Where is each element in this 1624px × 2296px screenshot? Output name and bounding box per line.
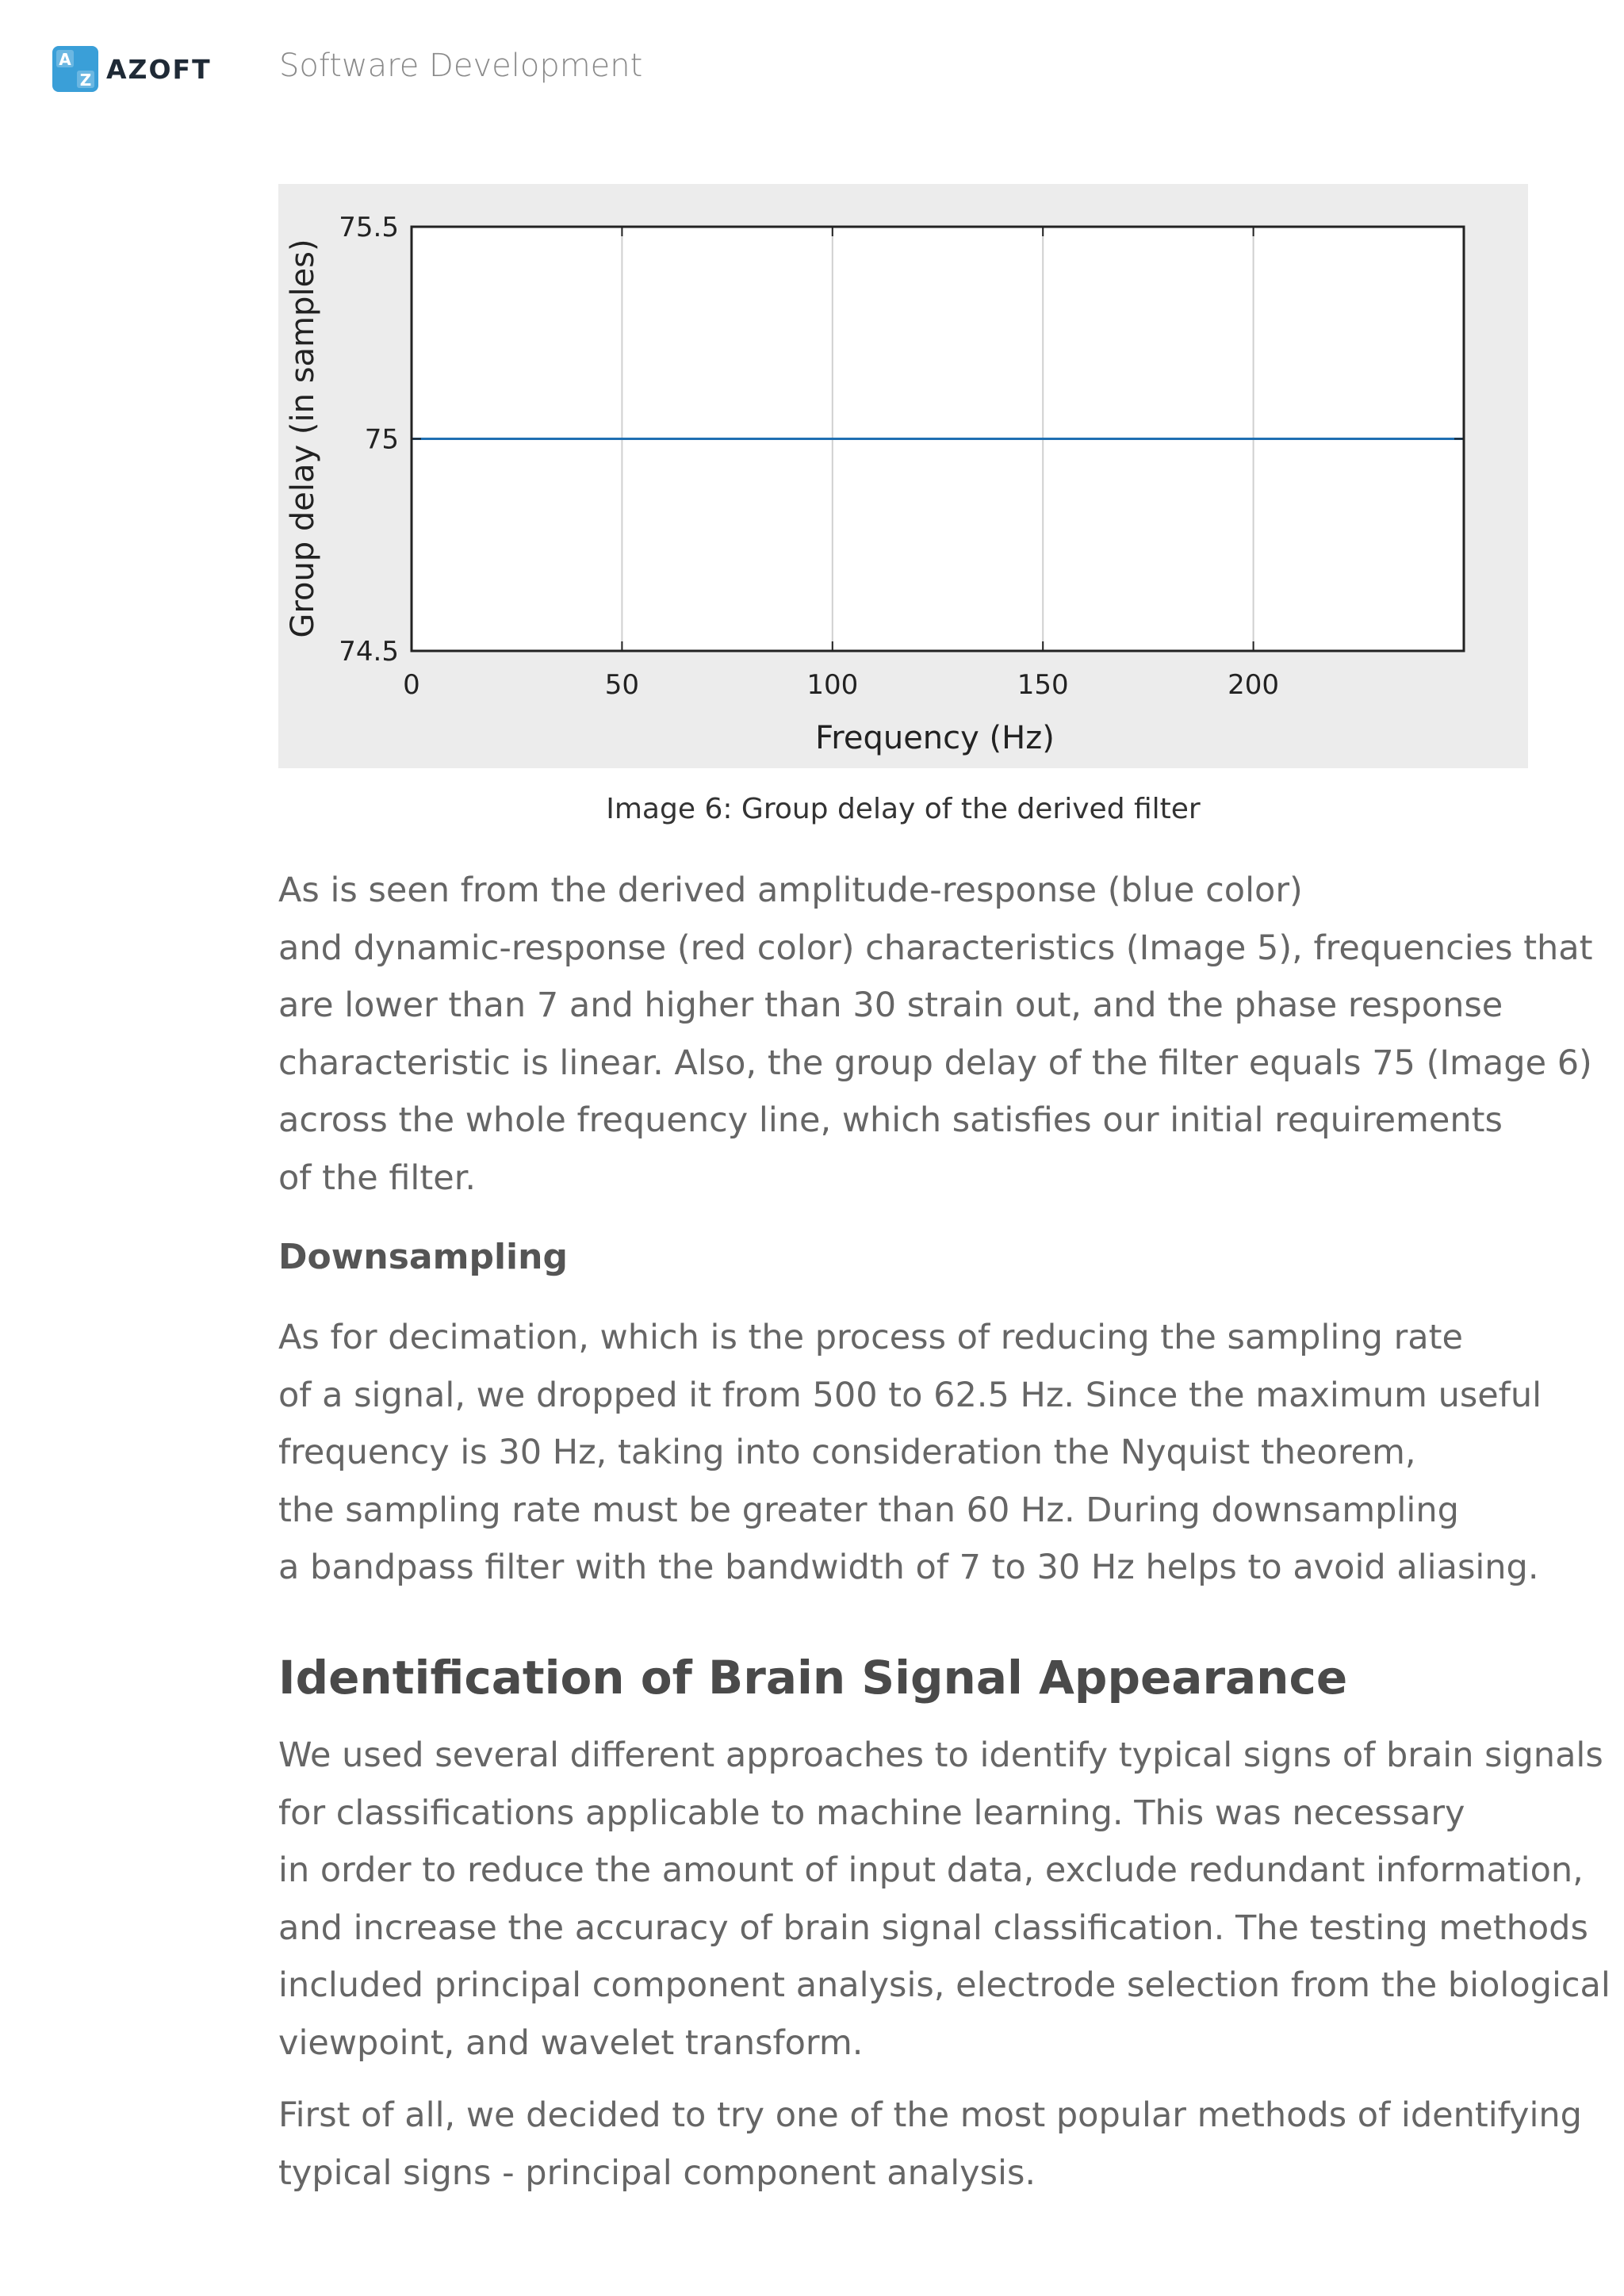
subheading-downsampling: Downsampling: [278, 1237, 568, 1277]
text-line: the sampling rate must be greater than 60 Hz. During downsampling: [278, 1490, 1459, 1530]
paragraph-downsampling: [278, 1309, 1579, 1597]
x-axis-label: Frequency (Hz): [815, 720, 1055, 756]
text-line: are lower than 7 and higher than 30 strain out, and the phase response: [278, 985, 1503, 1025]
text-line: We used several different approaches to identify typical signs of brain signals: [278, 1735, 1603, 1775]
text-line: of the filter.: [278, 1158, 477, 1198]
paragraph-approaches: [278, 1727, 1611, 2072]
text-line: in order to reduce the amount of input data, exclude redundant information,: [278, 1850, 1584, 1890]
azoft-logo[interactable]: [52, 46, 212, 92]
paragraph-pca: [278, 2087, 1582, 2202]
text-line: First of all, we decided to try one of the most popular methods of identifying: [278, 2095, 1582, 2135]
logo-mark-icon: [52, 46, 98, 92]
text-line: viewpoint, and wavelet transform.: [278, 2022, 864, 2063]
text-line: As is seen from the derived amplitude-response (blue color): [278, 871, 1303, 910]
group-delay-figure: [278, 184, 1528, 768]
paragraph-filter-results: [278, 862, 1593, 1207]
text-line: of a signal, we dropped it from 500 to 62.5 Hz. Since the maximum useful: [278, 1375, 1542, 1415]
text-line: and dynamic-response (red color) characteristics (Image 5), frequencies that: [278, 928, 1593, 968]
x-tick-label: 200: [1228, 669, 1280, 701]
text-line: As for decimation, which is the process of reducing the sampling rate: [278, 1318, 1463, 1357]
y-tick-label: 75.5: [339, 212, 399, 243]
section-heading: Identification of Brain Signal Appearance: [278, 1651, 1348, 1705]
y-axis-label: Group delay (in samples): [285, 239, 321, 638]
y-tick-label: 75: [364, 423, 399, 456]
text-line: a bandpass filter with the bandwidth of 7 to 30 Hz helps to avoid aliasing.: [278, 1548, 1539, 1587]
text-line: included principal component analysis, electrode selection from the biological: [278, 1965, 1611, 2005]
x-tick-label: 50: [604, 669, 640, 701]
figure-caption: Image 6: Group delay of the derived filter: [606, 793, 1201, 825]
logo-text: AZOFT: [106, 53, 212, 85]
x-tick-label: 0: [403, 669, 420, 701]
text-line: typical signs - principal component analysis.: [278, 2152, 1036, 2193]
logo-cell-z: Z: [79, 71, 92, 90]
x-tick-label: 150: [1017, 669, 1069, 701]
logo-cell-a: A: [59, 50, 71, 69]
text-line: characteristic is linear. Also, the group delay of the filter equals 75 (Image 6): [278, 1043, 1592, 1083]
y-tick-label: 74.5: [339, 636, 399, 668]
text-line: and increase the accuracy of brain signal classification. The testing methods: [278, 1908, 1588, 1948]
header-section-title: Software Development: [279, 48, 643, 84]
text-line: across the whole frequency line, which satisfies our initial requirements: [278, 1100, 1503, 1140]
text-line: frequency is 30 Hz, taking into consideration the Nyquist theorem,: [278, 1433, 1416, 1472]
group-delay-chart: [278, 184, 1528, 768]
text-line: for classifications applicable to machine learning. This was necessary: [278, 1793, 1465, 1833]
x-tick-label: 100: [806, 669, 859, 701]
